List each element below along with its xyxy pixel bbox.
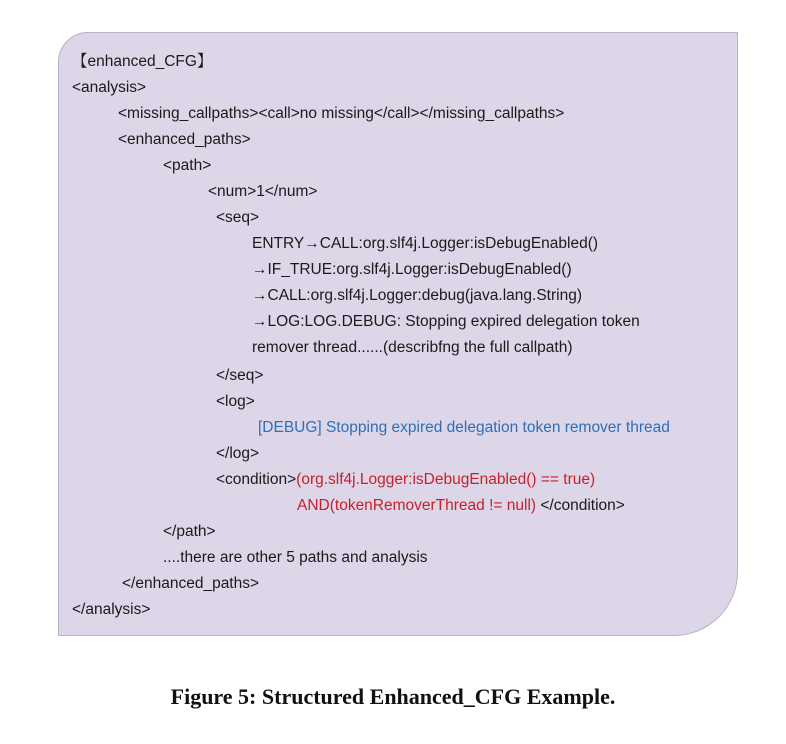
seq-line: →LOG:LOG.DEBUG: Stopping expired delegation token (252, 313, 640, 330)
condition-line (216, 470, 595, 490)
figure-caption: Figure 5: Structured Enhanced_CFG Example. (170, 684, 616, 709)
missing-callpaths-line: <missing_callpaths><call>no missing</call></missing_callpaths> (118, 105, 565, 122)
path-close-tag: </path> (163, 523, 216, 540)
analysis-open-tag: <analysis> (72, 79, 147, 96)
seq-open-tag: <seq> (216, 209, 260, 226)
code-title: 【enhanced_CFG】 (72, 53, 213, 70)
path-open-tag: <path> (163, 157, 212, 174)
enhanced-paths-open-tag: <enhanced_paths> (118, 131, 251, 148)
log-message: [DEBUG] Stopping expired delegation token remover thread (258, 419, 670, 436)
analysis-close-tag: </analysis> (72, 601, 151, 618)
num-line: <num>1</num> (208, 183, 318, 200)
seq-line: →CALL:org.slf4j.Logger:debug(java.lang.String) (252, 287, 582, 304)
seq-line: remover thread......(describfng the full callpath) (252, 339, 573, 356)
other-paths-note: ....there are other 5 paths and analysis (163, 549, 428, 566)
enhanced-paths-close-tag: </enhanced_paths> (122, 575, 260, 592)
condition-open-tag: <condition> (216, 471, 297, 488)
seq-close-tag: </seq> (216, 367, 264, 384)
log-open-tag: <log> (216, 393, 255, 410)
log-close-tag: </log> (216, 445, 260, 462)
seq-line: →IF_TRUE:org.slf4j.Logger:isDebugEnabled() (252, 261, 572, 278)
condition-line-2 (297, 496, 625, 516)
seq-line: ENTRY→CALL:org.slf4j.Logger:isDebugEnabled() (252, 235, 599, 252)
condition-expression-1: (org.slf4j.Logger:isDebugEnabled() == true) (296, 471, 596, 488)
condition-expression-2: AND(tokenRemoverThread != null) (297, 497, 537, 514)
condition-close-tag: </condition> (536, 497, 625, 514)
